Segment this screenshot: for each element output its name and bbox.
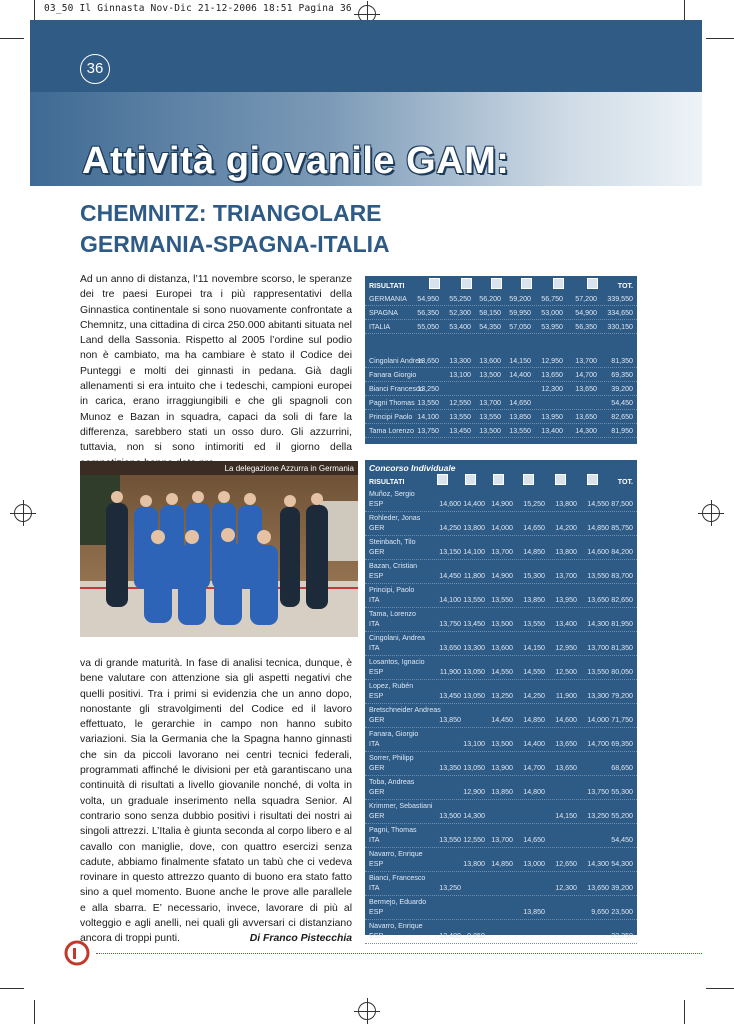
score-cell: 14,100 [439,596,461,604]
individual-table [365,460,637,940]
photo-caption: La delegazione Azzurra in Germania [224,464,354,473]
gymnast-name: Bazan, Cristian [369,562,418,570]
score-cell: 13,850 [523,596,545,604]
score-cell: 13,700 [575,357,597,365]
score-cell: 54,350 [479,323,501,331]
score-cell: 14,400 [509,371,531,379]
total-cell: 71,750 [611,716,633,724]
page-number: 36 [80,54,110,84]
subtitle-line-2: GERMANIA-SPAGNA-ITALIA [80,231,390,257]
team-name: ITALIA [369,323,391,331]
total-cell: 339,550 [607,295,633,303]
table-spacer [365,334,637,354]
score-cell: 13,100 [449,371,471,379]
nationality: ITA [369,620,380,628]
individual-row [365,488,637,512]
score-cell: 14,700 [523,764,545,772]
individual-row [365,920,637,944]
score-cell: 56,350 [575,323,597,331]
gymnast-name: Bermejo, Eduardo [369,898,427,906]
score-cell: 13,900 [491,764,513,772]
nationality: ESP [369,572,384,580]
score-cell: 12,550 [463,836,485,844]
score-cell: 59,950 [509,309,531,317]
page-title: Attività giovanile GAM: [82,140,510,182]
crop-mark [706,38,734,39]
score-cell: 14,150 [555,812,577,820]
high-bar-icon [587,278,598,289]
rings-icon [491,278,502,289]
individual-row [365,728,637,752]
score-cell: 14,300 [463,812,485,820]
gymnast-name: Tama Lorenzo [369,427,414,435]
individual-row [365,632,637,656]
score-cell: 13,800 [463,860,485,868]
team-row [365,320,637,334]
article-body-text: va di grande maturità. In fase di analisi tecnica, dunque, è bene valutare con attenzione sia gli aspetti negativi che quelli positivi. Tra i primi si evidenzia che un anno dopo, nonostante gli stravolgimenti del Codice ed il lavoro effettuato, le gerarchie in campo non hanno subito variazioni. Sia la Germania che la Spagna hanno ginnasti che sin da piccoli lavorano nei centri tecnici federali, programmati affinché le divisioni per età garantiscano una continuità di risultati a livello giovanile nonché, di volta in volta, un graduale inserimento nella squadra Senior. Al contrario sono senza dubbio positivi i risultati dei nostri ai singoli attrezzi. L’Italia è giunta seconda al corpo libero e al cavallo con maniglie, dove, con quattro esercizi senza cadute, abbiamo finalmente sfatato un tabù che ci vedeva rovinare in questo attrezzo quanto di buono era stato fatto sino a quel momento. Buone anche le prove alle parallele e alla sbarra. E’ necessario, invece, lavorare di più al volteggio e agli anelli, nei quali gli avversari ci distanziano ancora di troppi punti. [80,658,352,945]
score-cell: 13,050 [463,692,485,700]
total-cell: 39,200 [611,385,633,393]
total-cell: 81,350 [611,644,633,652]
score-cell: 13,400 [439,932,461,940]
nationality: GER [369,716,385,724]
gymnast-name: Principi, Paolo [369,586,415,594]
score-cell: 53,950 [541,323,563,331]
gymnast-name: Muñoz, Sergio [369,490,415,498]
individual-row [365,704,637,728]
score-cell: 13,300 [587,692,609,700]
crop-mark [684,1000,685,1024]
article-subtitle [80,198,390,260]
gymnast-row [365,354,637,368]
results-header-row [365,276,637,292]
score-cell: 13,700 [491,548,513,556]
total-cell: 83,700 [611,572,633,580]
team-photo-image [80,461,358,637]
score-cell: 13,550 [439,836,461,844]
score-cell: 54,950 [417,295,439,303]
score-cell: 13,000 [523,860,545,868]
score-cell: 13,650 [587,596,609,604]
gymnast-name: Cingolani Andrea [369,357,424,365]
total-cell: 68,650 [611,764,633,772]
score-cell: 12,300 [555,884,577,892]
score-cell: 13,700 [491,836,513,844]
individual-row [365,584,637,608]
score-cell: 14,550 [587,500,609,508]
score-cell: 13,550 [417,399,439,407]
score-cell: 53,000 [541,309,563,317]
floor-icon [429,278,440,289]
score-cell: 14,850 [491,860,513,868]
score-cell: 13,650 [587,884,609,892]
team-row [365,292,637,306]
print-slug: 03_50 Il Ginnasta Nov-Dic 21-12-2006 18:51 Pagina 36 [44,3,352,14]
score-cell: 13,800 [463,524,485,532]
individual-row [365,848,637,872]
subtitle-line-1: CHEMNITZ: TRIANGOLARE [80,200,382,226]
score-cell: 14,550 [491,668,513,676]
score-cell: 52,300 [449,309,471,317]
italian-rows [365,354,637,438]
score-cell: 59,200 [509,295,531,303]
score-cell: 14,600 [439,500,461,508]
individual-row [365,752,637,776]
score-cell: 12,950 [541,357,563,365]
individual-row [365,680,637,704]
crop-mark [0,38,24,39]
score-cell: 13,250 [587,812,609,820]
rings-icon [493,474,504,485]
score-cell: 14,550 [523,668,545,676]
score-cell: 13,450 [463,620,485,628]
score-cell: 14,200 [555,524,577,532]
gymnast-name: Fanara Giorgio [369,371,417,379]
nationality: ESP [369,908,384,916]
individual-row [365,776,637,800]
score-cell: 56,350 [417,309,439,317]
score-cell: 9,650 [591,908,609,916]
article-author: Di Franco Pistecchia [249,933,352,945]
gymnast-row [365,396,637,410]
nationality: ITA [369,740,380,748]
total-cell: 81,950 [611,620,633,628]
score-cell: 14,650 [509,399,531,407]
score-cell: 11,900 [439,668,461,676]
nationality: ESP [369,668,384,676]
score-cell: 13,050 [463,764,485,772]
score-cell: 14,850 [523,548,545,556]
results-table [365,276,637,444]
score-cell: 14,100 [463,548,485,556]
score-cell: 9,850 [467,932,485,940]
score-cell: 13,500 [491,620,513,628]
total-cell: 80,050 [611,668,633,676]
team-rows [365,292,637,334]
gymnast-name: Lopez, Rubén [369,682,414,690]
nationality: GER [369,788,385,796]
total-cell: 84,200 [611,548,633,556]
score-cell: 13,450 [439,692,461,700]
gymnast-row [365,424,637,438]
score-cell: 14,600 [555,716,577,724]
score-cell: 55,050 [417,323,439,331]
gymnast-name: Sorrer, Philipp [369,754,414,762]
score-cell: 13,500 [491,740,513,748]
score-cell: 14,450 [491,716,513,724]
total-cell: 87,500 [611,500,633,508]
score-cell: 13,100 [463,740,485,748]
score-cell: 13,700 [555,572,577,580]
gymnast-name: Navarro, Enrique [369,850,423,858]
score-cell: 14,000 [587,716,609,724]
crop-mark [0,988,24,989]
floor-icon [437,474,448,485]
score-cell: 13,650 [541,371,563,379]
nationality: GER [369,548,385,556]
individual-row [365,512,637,536]
score-cell: 13,450 [449,427,471,435]
score-cell: 15,250 [523,500,545,508]
total-cell: 54,450 [611,399,633,407]
score-cell: 14,150 [509,357,531,365]
score-cell: 13,550 [509,427,531,435]
total-cell: 69,350 [611,371,633,379]
results-header-total: TOT. [617,282,633,290]
score-cell: 13,500 [479,427,501,435]
article-body-part-1: Ad un anno di distanza, l’11 novembre scorso, le speranze dei tre paesi Europei tra i più rappresentativi della Ginnastica continentale si sono nuovamente confrontate a Chemnitz, una cittadina di circa 250.000 abitanti situata nel Land della Sassonia. Rispetto al 2005 l’ordine sul podio non è cambiato, ma ha cambiare è stato il Codice dei Punteggi e molti dei ginnasti in pedana. Già dagli allenamenti si era intuito che i tedeschi, campioni europei in carica, erano irraggiungibili e che gli spagnoli con Munoz e Bazan in squadra, capaci da soli di fare la differenza, sarebbero stati un osso duro. Gli azzurrini, tuttavia, non si sono intimoriti ed il giorno della [80,274,352,454]
gymnast-name: Toba, Andreas [369,778,415,786]
score-cell: 13,250 [439,884,461,892]
gymnast-name: Tama, Lorenzo [369,610,416,618]
nationality: GER [369,764,385,772]
score-cell: 14,250 [439,524,461,532]
score-cell: 13,400 [541,427,563,435]
score-cell: 12,900 [463,788,485,796]
score-cell: 12,300 [541,385,563,393]
total-cell: 334,650 [607,309,633,317]
high-bar-icon [587,474,598,485]
score-cell: 14,850 [523,716,545,724]
score-cell: 13,850 [523,908,545,916]
team-name: GERMANIA [369,295,407,303]
nationality: GER [369,524,385,532]
article-body-part-2 [80,656,352,947]
total-cell: 55,200 [611,812,633,820]
score-cell: 14,700 [575,371,597,379]
score-cell: 53,400 [449,323,471,331]
fgi-logo-icon [64,940,90,966]
nationality: ESP [369,500,384,508]
score-cell: 13,650 [575,385,597,393]
registration-mark [702,504,720,522]
score-cell: 13,850 [491,788,513,796]
gymnast-name: Bretschneider Andreas [369,706,441,714]
score-cell: 13,600 [479,357,501,365]
score-cell: 13,750 [587,788,609,796]
score-cell: 14,900 [491,500,513,508]
total-cell: 54,300 [611,860,633,868]
score-cell: 14,400 [463,500,485,508]
nationality: ITA [369,596,380,604]
individual-header-row [365,472,637,488]
score-cell: 13,300 [449,357,471,365]
score-cell: 14,900 [491,572,513,580]
score-cell: 14,250 [523,692,545,700]
score-cell: 12,500 [555,668,577,676]
total-cell: 69,350 [611,740,633,748]
nationality: ESP [369,860,384,868]
vault-icon [521,278,532,289]
pommel-horse-icon [465,474,476,485]
gymnast-name: Cingolani, Andrea [369,634,426,642]
score-cell: 13,950 [555,596,577,604]
score-cell: 13,500 [479,371,501,379]
score-cell: 14,850 [587,524,609,532]
registration-mark [358,1002,376,1020]
score-cell: 13,550 [479,413,501,421]
score-cell: 13,550 [587,668,609,676]
score-cell: 13,850 [439,716,461,724]
score-cell: 14,300 [587,620,609,628]
total-cell: 81,350 [611,357,633,365]
score-cell: 14,800 [523,788,545,796]
score-cell: 14,300 [575,427,597,435]
score-cell: 11,900 [555,692,577,700]
gymnast-name: Principi Paolo [369,413,413,421]
total-cell: 82,650 [611,413,633,421]
score-cell: 14,450 [439,572,461,580]
team-photo [80,461,358,637]
gymnast-name: Pagni, Thomas [369,826,417,834]
score-cell: 13,750 [439,620,461,628]
score-cell: 56,750 [541,295,563,303]
team-row [365,306,637,320]
score-cell: 13,550 [449,413,471,421]
score-cell: 13,550 [523,620,545,628]
score-cell: 13,700 [479,399,501,407]
score-cell: 54,900 [575,309,597,317]
individual-row [365,536,637,560]
gymnast-name: Losantos, Ignacio [369,658,425,666]
gymnast-name: Navarro, Enrique [369,922,423,930]
gymnast-row [365,382,637,396]
results-header-label: RISULTATI [369,282,405,290]
score-cell: 14,100 [417,413,439,421]
total-cell: 81,950 [611,427,633,435]
score-cell: 57,050 [509,323,531,331]
score-cell: 13,750 [417,427,439,435]
score-cell: 57,200 [575,295,597,303]
gymnast-name: Krimmer, Sebastiani [369,802,433,810]
pommel-horse-icon [461,278,472,289]
parallel-bars-icon [555,474,566,485]
total-cell: 330,150 [607,323,633,331]
total-cell: 82,650 [611,596,633,604]
registration-mark [14,504,32,522]
individual-row [365,872,637,896]
score-cell: 11,800 [463,572,485,580]
total-cell: 23,500 [611,908,633,916]
score-cell: 13,650 [555,740,577,748]
individual-row [365,608,637,632]
score-cell: 13,850 [509,413,531,421]
score-cell: 13,350 [439,764,461,772]
score-cell: 14,400 [523,740,545,748]
score-cell: 13,550 [587,572,609,580]
score-cell: 58,150 [479,309,501,317]
score-cell: 14,000 [491,524,513,532]
gymnast-row [365,410,637,424]
individual-header-label: RISULTATI [369,478,405,486]
score-cell: 13,650 [417,357,439,365]
total-cell: 39,200 [611,884,633,892]
score-cell: 12,550 [449,399,471,407]
score-cell: 13,800 [555,500,577,508]
gymnast-name: Steinbach, Tilo [369,538,416,546]
gymnast-name: Pagni Thomas [369,399,415,407]
individual-row [365,896,637,920]
score-cell: 13,250 [417,385,439,393]
nationality: GER [369,812,385,820]
individual-row [365,560,637,584]
crop-mark [34,1000,35,1024]
team-name: SPAGNA [369,309,399,317]
score-cell: 13,950 [541,413,563,421]
gymnast-row [365,368,637,382]
total-cell: 55,300 [611,788,633,796]
score-cell: 13,650 [575,413,597,421]
score-cell: 14,600 [587,548,609,556]
individual-row [365,800,637,824]
individual-header-total: TOT. [617,478,633,486]
score-cell: 14,650 [523,524,545,532]
gymnast-name: Rohleder, Jonas [369,514,421,522]
total-cell: 79,200 [611,692,633,700]
score-cell: 13,500 [439,812,461,820]
score-cell: 13,800 [555,548,577,556]
score-cell: 13,400 [555,620,577,628]
score-cell: 14,700 [587,740,609,748]
crop-mark [34,0,35,20]
total-cell: 54,450 [611,836,633,844]
score-cell: 13,650 [555,764,577,772]
gymnast-name: Bianci, Francesco [369,874,426,882]
score-cell: 13,250 [491,692,513,700]
crop-mark [706,988,734,989]
gymnast-name: Bianci Francesco [369,385,424,393]
score-cell: 13,600 [491,644,513,652]
score-cell: 14,650 [523,836,545,844]
nationality: ITA [369,884,380,892]
individual-row [365,824,637,848]
score-cell: 13,700 [587,644,609,652]
score-cell: 13,300 [463,644,485,652]
score-cell: 55,250 [449,295,471,303]
individual-title: Concorso Individuale [369,463,456,473]
nationality: ESP [369,932,384,940]
individual-rows [365,488,637,944]
score-cell: 13,550 [491,596,513,604]
score-cell: 13,050 [463,668,485,676]
total-cell: 85,750 [611,524,633,532]
vault-icon [523,474,534,485]
score-cell: 15,300 [523,572,545,580]
gymnast-name: Fanara, Giorgio [369,730,419,738]
score-cell: 12,950 [555,644,577,652]
score-cell: 14,150 [523,644,545,652]
footer-dotted-rule [96,953,702,954]
score-cell: 13,550 [463,596,485,604]
score-cell: 56,200 [479,295,501,303]
nationality: ITA [369,836,380,844]
score-cell: 14,300 [587,860,609,868]
individual-row [365,656,637,680]
score-cell: 13,150 [439,548,461,556]
score-cell: 12,650 [555,860,577,868]
nationality: ITA [369,644,380,652]
nationality: ESP [369,692,384,700]
total-cell: 23,250 [611,932,633,940]
parallel-bars-icon [553,278,564,289]
score-cell: 13,650 [439,644,461,652]
